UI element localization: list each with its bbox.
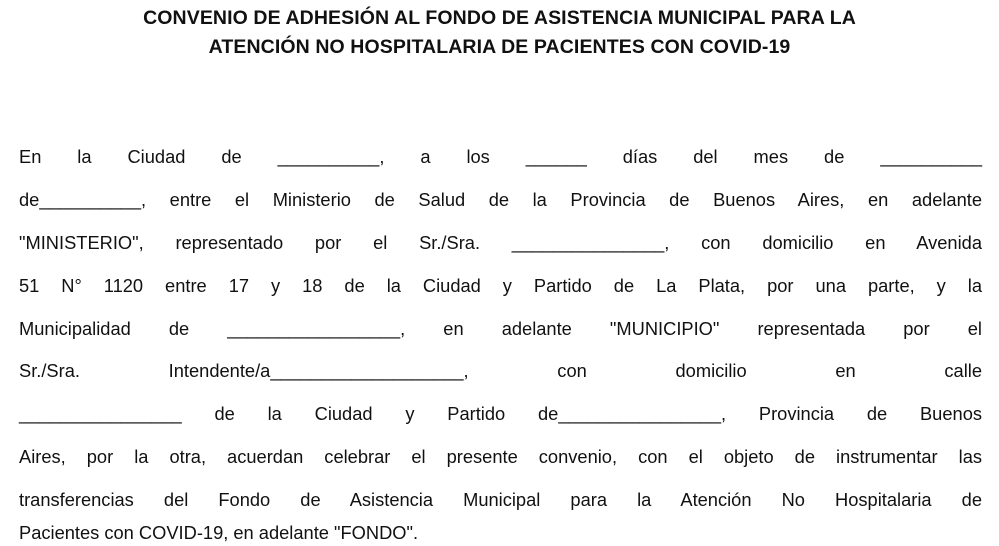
body-line-8: Aires, por la otra, acuerdan celebrar el presente convenio, con el objeto de instrumentar las (19, 446, 982, 467)
document-title-line-1: CONVENIO DE ADHESIÓN AL FONDO DE ASISTENCIA MUNICIPAL PARA LA (143, 7, 856, 29)
body-line-2: de__________, entre el Ministerio de Salud de la Provincia de Buenos Aires, en adelante (19, 189, 982, 210)
body-line-6: Sr./Sra. Intendente/a___________________, con domicilio en calle (19, 360, 982, 381)
body-line-3: "MINISTERIO", representado por el Sr./Sra. _______________, con domicilio en Avenida (19, 232, 982, 253)
body-line-7: ________________ de la Ciudad y Partido de________________, Provincia de Buenos (19, 403, 982, 424)
body-line-9: transferencias del Fondo de Asistencia Municipal para la Atención No Hospitalaria de (19, 489, 982, 510)
body-line-10: Pacientes con COVID-19, en adelante "FONDO". (19, 522, 419, 543)
document-title-line-2: ATENCIÓN NO HOSPITALARIA DE PACIENTES CON COVID-19 (208, 36, 791, 58)
body-line-4: 51 N° 1120 entre 17 y 18 de la Ciudad y Partido de La Plata, por una parte, y la (19, 275, 982, 296)
body-line-1: En la Ciudad de __________, a los ______ días del mes de __________ (19, 146, 982, 167)
body-line-5: Municipalidad de _________________, en adelante "MUNICIPIO" representada por el (19, 318, 982, 339)
